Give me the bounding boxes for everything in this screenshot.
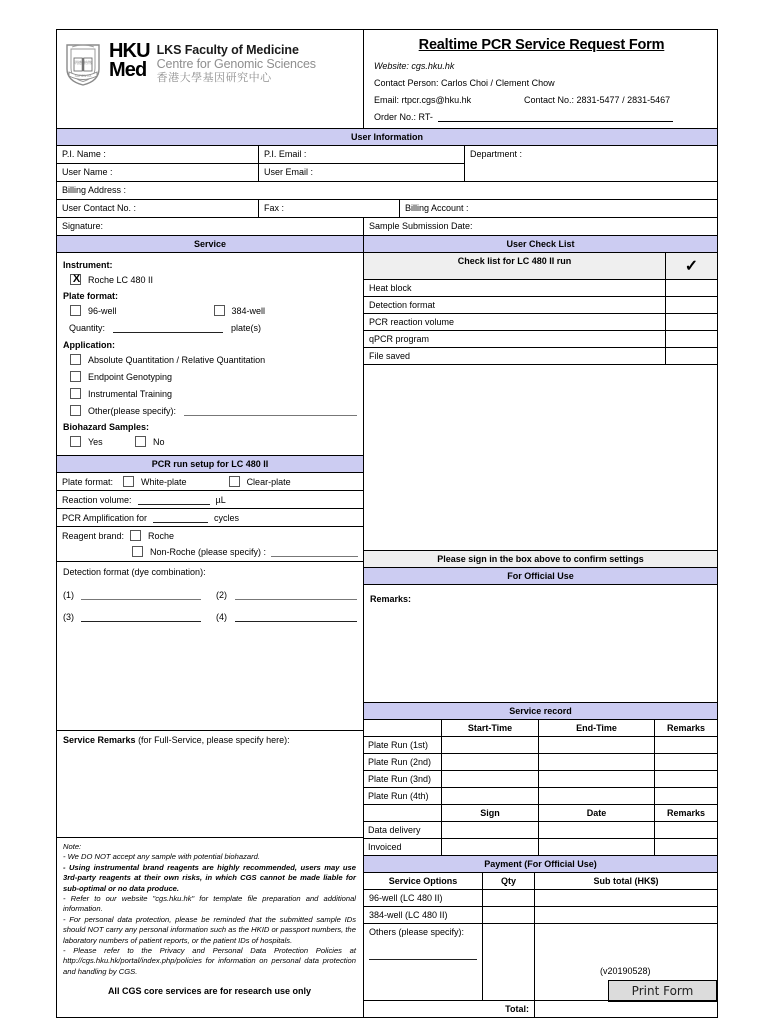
faculty-name: LKS Faculty of Medicine — [156, 43, 299, 57]
detection-format-label: Detection format (dye combination): — [63, 567, 206, 577]
checkbox-clear-plate[interactable] — [229, 476, 240, 487]
centre-name-zh: 香港大學基因研究中心 — [156, 72, 272, 84]
user-row — [57, 164, 464, 181]
application-option-2[interactable] — [70, 388, 357, 399]
application-label-0: Absolute Quantitation / Relative Quantitation — [88, 354, 266, 365]
sr-head-end-time: End-Time — [539, 720, 655, 736]
service-remarks-label: Service Remarks — [63, 735, 136, 745]
check-list-row — [364, 297, 717, 314]
service-record-table — [364, 720, 717, 856]
plate-96-option[interactable] — [70, 305, 214, 316]
user-info-left — [57, 146, 465, 181]
sr-cell-remarks-1[interactable] — [655, 754, 717, 770]
sr-cell-sign-1[interactable] — [442, 839, 539, 855]
checkbox-white-plate[interactable] — [123, 476, 134, 487]
official-remarks-label: Remarks: — [370, 594, 412, 604]
table-row — [364, 754, 717, 771]
check-list-row — [364, 348, 717, 365]
sr-cell-end-1[interactable] — [539, 754, 655, 770]
table-row — [364, 890, 717, 907]
header-info-block — [364, 30, 717, 128]
sr-head-blank-2 — [364, 805, 442, 821]
user-information-top — [57, 146, 717, 181]
department-field[interactable] — [465, 146, 717, 181]
payment-subtotal-0[interactable] — [535, 890, 717, 906]
sr-cell-remarks-4[interactable] — [655, 822, 717, 838]
sr-cell-remarks-3[interactable] — [655, 788, 717, 804]
payment-qty-0[interactable] — [483, 890, 535, 906]
request-form — [56, 29, 718, 1018]
pcr-setup-body — [57, 473, 363, 730]
svg-text:格物: 格物 — [84, 60, 92, 65]
payment-total-label: Total: — [483, 1001, 535, 1017]
sr-cell-start-1[interactable] — [442, 754, 539, 770]
detection-row-2 — [63, 611, 357, 622]
sr-cell-end-0[interactable] — [539, 737, 655, 753]
contact-person-line: Contact Person: Carlos Choi / Clement Chow — [374, 78, 555, 88]
payment-row-label-0: 96-well (LC 480 II) — [364, 890, 483, 906]
reaction-volume-label: Reaction volume: — [62, 494, 132, 505]
note-line-4: - Please refer to the Privacy and Personal Data Protection Policies at http://cgs.hku.hk/portal/index.php/policies for information on personal data protection and handling by CGS. — [63, 946, 356, 976]
checkbox-384-well[interactable] — [214, 305, 225, 316]
white-plate-label: White-plate — [141, 476, 187, 487]
logo-text-block — [109, 41, 316, 85]
table-row — [364, 771, 717, 788]
sr-cell-remarks-2[interactable] — [655, 771, 717, 787]
sr-cell-sign-0[interactable] — [442, 822, 539, 838]
reaction-volume-row — [57, 491, 363, 509]
check-list-tick-2[interactable] — [665, 314, 717, 330]
print-form-button[interactable]: Print Form — [608, 980, 718, 1002]
sr-row-label-5: Invoiced — [364, 839, 442, 855]
sr-cell-start-2[interactable] — [442, 771, 539, 787]
sr-cell-start-0[interactable] — [442, 737, 539, 753]
payment-total-value[interactable] — [535, 1001, 717, 1017]
sr-head-sign: Sign — [442, 805, 539, 821]
payment-row-label-2 — [364, 924, 483, 1000]
service-band: Service — [57, 236, 363, 253]
other-application-input[interactable] — [184, 405, 357, 416]
reagent-non-roche-label: Non-Roche (please specify) : — [150, 546, 267, 557]
branding-block — [57, 30, 364, 128]
reaction-volume-unit: µL — [215, 494, 226, 505]
sample-submission-date-field[interactable]: Sample Submission Date: — [369, 221, 473, 231]
check-list-row — [364, 280, 717, 297]
note-line-1: - Using instrumental brand reagents are highly recommended, users may use 3rd-party reagents at their own risks, in which CGS cannot be made liable for sub-optimal or no data produce. — [63, 862, 356, 893]
payment-row-label-1: 384-well (LC 480 II) — [364, 907, 483, 923]
reagent-brand-label: Reagent brand: — [62, 530, 125, 541]
contact-no-line: Contact No.: 2831-5477 / 2831-5467 — [524, 95, 671, 105]
application-label-2: Instrumental Training — [88, 388, 173, 399]
hku-text: HKU — [109, 40, 150, 62]
biohazard-yes-option[interactable] — [70, 436, 135, 447]
table-row — [364, 907, 717, 924]
detection-label-4: (4) — [216, 612, 227, 622]
instrument-option-label: Roche LC 480 II — [88, 274, 154, 285]
plate-384-option[interactable] — [214, 305, 358, 316]
service-remarks-sublabel: (for Full-Service, please specify here): — [135, 735, 290, 745]
quantity-row — [69, 322, 357, 333]
form-header — [57, 30, 717, 129]
user-information-section — [57, 129, 717, 236]
plate-96-label: 96-well — [88, 305, 117, 316]
quantity-unit: plate(s) — [231, 323, 262, 333]
right-column — [364, 236, 717, 1017]
sr-head-start-time: Start-Time — [442, 720, 539, 736]
checkbox-endpoint-genotyping[interactable] — [70, 371, 81, 382]
sr-row-label-4: Data delivery — [364, 822, 442, 838]
svg-text:明德: 明德 — [74, 60, 82, 65]
pi-email-field[interactable]: P.I. Email : — [264, 149, 307, 159]
check-list-row — [364, 314, 717, 331]
pcr-setup-band: PCR run setup for LC 480 II — [57, 456, 363, 473]
sr-head-remarks-1: Remarks — [666, 723, 706, 733]
payment-total-row — [364, 1001, 717, 1017]
check-list-item-2: PCR reaction volume — [369, 317, 455, 327]
plate-384-label: 384-well — [231, 305, 266, 316]
table-row — [364, 737, 717, 754]
detection-input-4[interactable] — [235, 611, 357, 622]
note-line-3: - For personal data protection, please be reminded that the submitted sample IDs should NOT carry any personal information such as the HKID or passport numbers, the laboratory numbers of patient reports, or the patient IDs of hospitals. — [63, 914, 356, 945]
table-row — [364, 822, 717, 839]
sr-head-remarks-2: Remarks — [666, 808, 706, 818]
fax-field[interactable]: Fax : — [259, 200, 400, 217]
biohazard-no-label: No — [153, 436, 165, 447]
sr-cell-date-1[interactable] — [539, 839, 655, 855]
pcr-plate-format-row — [57, 473, 363, 491]
hku-med-wordmark — [109, 42, 150, 80]
sr-cell-end-2[interactable] — [539, 771, 655, 787]
payment-head-qty: Qty — [483, 873, 535, 889]
payment-band: Payment (For Official Use) — [364, 856, 717, 873]
check-list-tick-header: ✓ — [665, 253, 717, 279]
check-list-tick-1[interactable] — [665, 297, 717, 313]
checkbox-other-application[interactable] — [70, 405, 81, 416]
note-line-0: - We DO NOT accept any sample with potential biohazard. — [63, 852, 260, 862]
reagent-roche-label: Roche — [148, 530, 175, 541]
service-body — [57, 253, 363, 456]
biohazard-yes-label: Yes — [88, 436, 103, 447]
biohazard-no-option[interactable] — [135, 436, 280, 447]
user-email-field[interactable]: User Email : — [264, 167, 314, 177]
sr-cell-start-3[interactable] — [442, 788, 539, 804]
check-list-tick-3[interactable] — [665, 331, 717, 347]
check-list-item-1: Detection format — [369, 300, 436, 310]
check-list-item-3: qPCR program — [369, 334, 430, 344]
order-no-label: Order No.: RT- — [374, 112, 433, 122]
reagent-brand-block — [57, 527, 363, 562]
checkbox-roche-lc480ii[interactable] — [70, 274, 81, 285]
table-row — [364, 839, 717, 856]
form-body — [57, 236, 717, 1017]
faculty-lines — [157, 42, 316, 85]
amplification-row — [57, 509, 363, 527]
check-list-header-row — [364, 253, 717, 280]
payment-subtotal-1[interactable] — [535, 907, 717, 923]
order-no-row — [374, 112, 709, 122]
biohazard-label: Biohazard Samples: — [63, 422, 150, 432]
payment-header-row — [364, 873, 717, 890]
check-list-row — [364, 331, 717, 348]
check-list-tick-4[interactable] — [665, 348, 717, 364]
billing-address-row — [57, 181, 717, 200]
billing-address-field[interactable]: Billing Address : — [62, 185, 127, 195]
biohazard-options — [70, 436, 357, 447]
note-final-line: All CGS core services are for research use only — [107, 986, 312, 997]
quantity-input[interactable] — [113, 322, 223, 333]
service-record-band: Service record — [364, 703, 717, 720]
checkbox-96-well[interactable] — [70, 305, 81, 316]
detection-free-space[interactable] — [63, 622, 357, 730]
instrument-label: Instrument: — [63, 260, 113, 270]
detection-row-1 — [63, 589, 357, 600]
sr-row-label-3: Plate Run (4th) — [364, 788, 442, 804]
user-contact-no-field[interactable]: User Contact No. : — [57, 200, 259, 217]
detection-format-block — [57, 562, 363, 730]
service-remarks-box[interactable] — [57, 730, 363, 838]
checkbox-reagent-roche[interactable] — [130, 530, 141, 541]
application-label: Application: — [63, 340, 115, 350]
sr-row-label-1: Plate Run (2nd) — [364, 754, 442, 770]
user-name-field[interactable]: User Name : — [57, 164, 259, 181]
version-label: (v20190528) — [600, 966, 651, 976]
pcr-plate-format-label: Plate format: — [62, 476, 114, 487]
order-no-input[interactable] — [438, 112, 673, 122]
svg-text:SAPIENTIA: SAPIENTIA — [74, 74, 92, 78]
sr-row-label-0: Plate Run (1st) — [364, 737, 442, 753]
detection-label-1: (1) — [63, 590, 74, 600]
payment-qty-2[interactable] — [483, 924, 535, 1000]
payment-qty-1[interactable] — [483, 907, 535, 923]
check-list-item-4: File saved — [369, 351, 411, 361]
official-remarks-box[interactable] — [364, 585, 717, 703]
plate-format-options — [70, 305, 357, 316]
checkbox-reagent-non-roche[interactable] — [132, 546, 143, 557]
email-contact-row — [374, 95, 709, 105]
detection-label-2: (2) — [216, 590, 227, 600]
note-line-2: - Refer to our website "cgs.hku.hk" for template file preparation and additional information. — [63, 894, 356, 914]
table-row — [364, 788, 717, 805]
department-label: Department : — [470, 149, 523, 159]
signature-row — [57, 218, 717, 235]
billing-account-field[interactable]: Billing Account : — [405, 203, 469, 213]
sr-cell-date-0[interactable] — [539, 822, 655, 838]
payment-head-service-options: Service Options — [364, 873, 483, 889]
application-option-1[interactable] — [70, 371, 357, 382]
checkbox-instrumental-training[interactable] — [70, 388, 81, 399]
detection-input-2[interactable] — [235, 589, 357, 600]
reaction-volume-input[interactable] — [138, 494, 210, 505]
payment-head-subtotal: Sub total (HK$) — [593, 876, 659, 886]
hku-crest-icon — [63, 41, 103, 87]
service-record-header-top — [364, 720, 717, 737]
payment-others-input[interactable] — [369, 949, 477, 960]
left-column — [57, 236, 364, 1017]
sr-head-date: Date — [539, 805, 655, 821]
official-use-band: For Official Use — [364, 568, 717, 585]
instrument-option-roche[interactable] — [70, 274, 357, 285]
non-roche-specify-input[interactable] — [271, 546, 358, 557]
service-record-header-bottom — [364, 805, 717, 822]
sign-confirm-note: Please sign in the box above to confirm settings — [364, 550, 717, 568]
signature-field[interactable]: Signature: — [57, 218, 364, 235]
check-list-item-0: Heat block — [369, 283, 412, 293]
checkbox-absolute-relative-quantitation[interactable] — [70, 354, 81, 365]
sr-cell-remarks-0[interactable] — [655, 737, 717, 753]
detection-label-3: (3) — [63, 612, 74, 622]
email-line: Email: rtpcr.cgs@hku.hk — [374, 95, 472, 105]
sr-row-label-2: Plate Run (3nd) — [364, 771, 442, 787]
user-information-band: User Information — [57, 129, 717, 146]
amplification-label: PCR Amplification for — [62, 512, 148, 523]
website-line: Website: cgs.hku.hk — [374, 61, 455, 71]
clear-plate-label: Clear-plate — [246, 476, 291, 487]
confirm-signature-box[interactable] — [364, 365, 717, 550]
reagent-roche-row — [62, 530, 358, 541]
application-option-0[interactable] — [70, 354, 357, 365]
payment-others-label: Others (please specify): — [369, 927, 465, 937]
pi-row — [57, 146, 464, 164]
user-check-list-band: User Check List — [364, 236, 717, 253]
contact-fax-row — [57, 200, 717, 218]
detection-input-1[interactable] — [81, 589, 201, 600]
page-title: Realtime PCR Service Request Form — [418, 37, 665, 53]
med-text: Med — [109, 59, 147, 81]
note-block — [57, 838, 363, 1002]
plate-format-label: Plate format: — [63, 291, 119, 301]
reagent-non-roche-row — [132, 546, 358, 557]
amplification-unit: cycles — [214, 512, 240, 523]
application-label-3: Other(please specify): — [88, 405, 177, 416]
check-list-tick-0[interactable] — [665, 280, 717, 296]
centre-name: Centre for Genomic Sciences — [156, 57, 316, 71]
check-list-col-title: Check list for LC 480 II run — [364, 253, 665, 279]
sr-head-blank-1 — [364, 720, 442, 736]
detection-input-3[interactable] — [81, 611, 201, 622]
application-label-1: Endpoint Genotyping — [88, 371, 173, 382]
note-title: Note: — [63, 842, 82, 851]
checkbox-biohazard-yes[interactable] — [70, 436, 81, 447]
sr-cell-end-3[interactable] — [539, 788, 655, 804]
checkbox-biohazard-no[interactable] — [135, 436, 146, 447]
pi-name-field[interactable]: P.I. Name : — [57, 146, 259, 163]
payment-total-blank — [364, 1001, 483, 1017]
application-option-3[interactable] — [70, 405, 357, 416]
sr-cell-remarks-5[interactable] — [655, 839, 717, 855]
amplification-cycles-input[interactable] — [153, 512, 208, 523]
quantity-label: Quantity: — [69, 323, 106, 333]
